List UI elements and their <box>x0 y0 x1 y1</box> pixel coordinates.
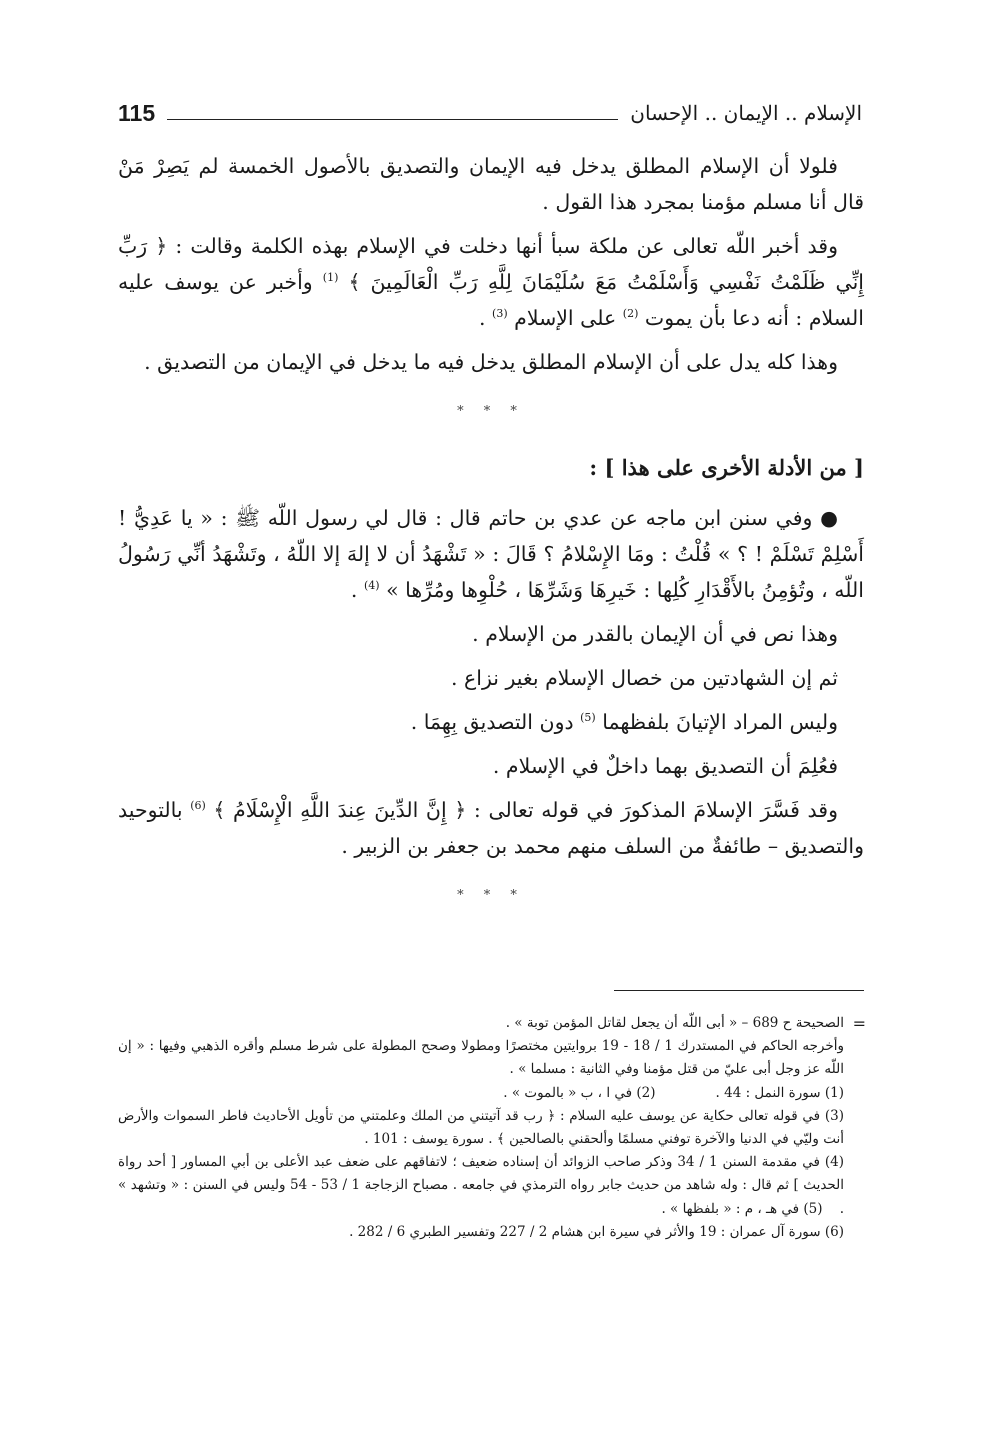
continuation-mark: = <box>852 1014 866 1033</box>
paragraph-text: وقد فَسَّرَ الإسلامَ المذكورَ في قوله تعالى : ﴿ إِنَّ الدِّينَ عِندَ اللَّهِ الْإِسْلَامُ ﴾ <box>205 798 838 822</box>
footnote-ref: (5) <box>580 711 596 725</box>
paragraph: فعُلِمَ أن التصديق بهما داخلٌ في الإسلام . <box>492 754 838 778</box>
paragraph <box>118 228 864 336</box>
paragraph: وهذا نص في أن الإيمان بالقدر من الإسلام . <box>472 622 838 646</box>
section-heading: [ من الأدلة الأخرى على هذا ] : <box>589 455 864 480</box>
paragraph-text: دون التصديق بِهِمَا . <box>410 710 581 734</box>
paragraph: فلولا أن الإسلام المطلق يدخل فيه الإيمان والتصديق بالأصول الخمسة لم يَصِرْ مَنْ قال أنا مسلم مؤمنا بمجرد هذا القول . <box>118 154 864 214</box>
footnote-row <box>118 1082 864 1105</box>
footnote: (2) في ا ، ب « بالموت » . <box>503 1084 656 1101</box>
footnote-ref: (1) <box>322 271 339 285</box>
paragraph-text: . <box>350 578 364 602</box>
footnote-ref: (2) <box>622 307 639 321</box>
footnote: (6) سورة آل عمران : 19 والأثر في سيرة ابن هشام 2 / 227 وتفسير الطبري 6 / 282 . <box>349 1223 844 1240</box>
paragraph-text: ● وفي سنن ابن ماجه عن عدي بن حاتم قال : قال لي رسول اللّه ﷺ : « يا عَدِيُّ ! أَسْلِمْ تَسْلَمْ ! ؟ » قُلْتُ : ومَا الإِسْلامُ ؟ قَالَ : « تَشْهَدُ أن لا إلهَ إلا اللّهُ ، وتَشْهَدُ أنِّي رَسُولُ اللّه ، وتُؤمِنُ بالأَقْدَارِ كُلِها : خَيرِهَا وَشَرِّهَا ، حُلْوِها ومُرِّها » <box>118 506 864 602</box>
paragraph-text: وأخبر عن يوسف عليه السلام : أنه دعا بأن يموت <box>118 270 864 330</box>
running-header <box>118 98 862 126</box>
footnote-ref: (6) <box>190 799 206 813</box>
paragraph: ثم إن الشهادتين من خصال الإسلام بغير نزاع . <box>451 666 838 690</box>
footnote-rule <box>614 990 864 991</box>
footnote-text: (5) في هـ ، م : « بلفظها » . <box>661 1200 823 1217</box>
paragraph-text: وليس المراد الإتيانَ بلفظهما <box>595 710 838 734</box>
paragraph-text: بالتوحيد والتصديق – طائفةٌ من السلف منهم محمد بن جعفر بن الزبير . <box>118 798 864 858</box>
section-separator: * * * <box>457 404 525 419</box>
paragraph <box>118 792 864 864</box>
paragraph-text: وقد أخبر اللّه تعالى عن ملكة سبأ أنها دخلت في الإسلام بهذه الكلمة وقالت : ﴿ رَبِّ إِنِّي ظَلَمْتُ نَفْسِي وَأَسْلَمْتُ مَعَ سُلَيْمَانَ لِلَّهِ رَبِّ الْعَالَمِينَ ﴾ <box>118 234 864 294</box>
running-title: الإسلام .. الإيمان .. الإحسان <box>630 101 862 125</box>
footnote-text: (4) في مقدمة السنن 1 / 34 وذكر صاحب الزوائد أن إسناده ضعيف ؛ لاتفاقهم على ضعف عبد الأعلى بن أبي المساور [ أحد رواة الحديث ] ثم قال : وله شاهد من حديث جابر رواه الترمذي في جامعه . مصباح الزجاجة 1 / 53 - 54 وليس في السنن : « وتشهد » . <box>118 1154 845 1217</box>
page-number: 115 <box>118 100 156 126</box>
footnote: (1) سورة النمل : 44 . <box>715 1084 844 1101</box>
main-text <box>118 148 864 934</box>
paragraph-text: على الإسلام <box>507 306 623 330</box>
paragraph <box>118 500 864 608</box>
header-rule <box>167 119 618 120</box>
paragraph: وهذا كله يدل على أن الإسلام المطلق يدخل فيه ما يدخل في الإيمان من التصديق . <box>144 350 838 374</box>
footnote <box>118 1151 864 1221</box>
footnotes <box>118 1012 864 1244</box>
footnote-ref: (3) <box>492 307 508 321</box>
section-separator: * * * <box>457 888 525 903</box>
footnote: (3) في قوله تعالى حكاية عن يوسف عليه السلام : ﴿ رب قد آتيتني من الملك وعلمتني من تأويل الأحاديث فاطر السموات والأرض أنت وليّي في الدنيا والآخرة توفني مسلمًا وألحقني بالصالحين ﴾ . سورة يوسف : 101 . <box>118 1107 844 1148</box>
paragraph <box>118 704 864 740</box>
footnote-continuation <box>118 1012 864 1035</box>
footnote-text: الصحيحة ح 689 – « أبى اللّه أن يجعل لقاتل المؤمن توبة » . <box>505 1015 844 1031</box>
paragraph-text: . <box>478 306 493 330</box>
footnote-ref: (4) <box>363 579 380 593</box>
footnote-continuation: وأخرجه الحاكم في المستدرك 1 / 18 - 19 بروايتين مختصرًا ومطولا وصحح المطولة على شرط مسلم وأقره الذهبي وفيها : « إن اللّه عز وجل أبى عليّ من قتل مؤمنا وفي الثانية : مسلما » . <box>118 1038 844 1078</box>
